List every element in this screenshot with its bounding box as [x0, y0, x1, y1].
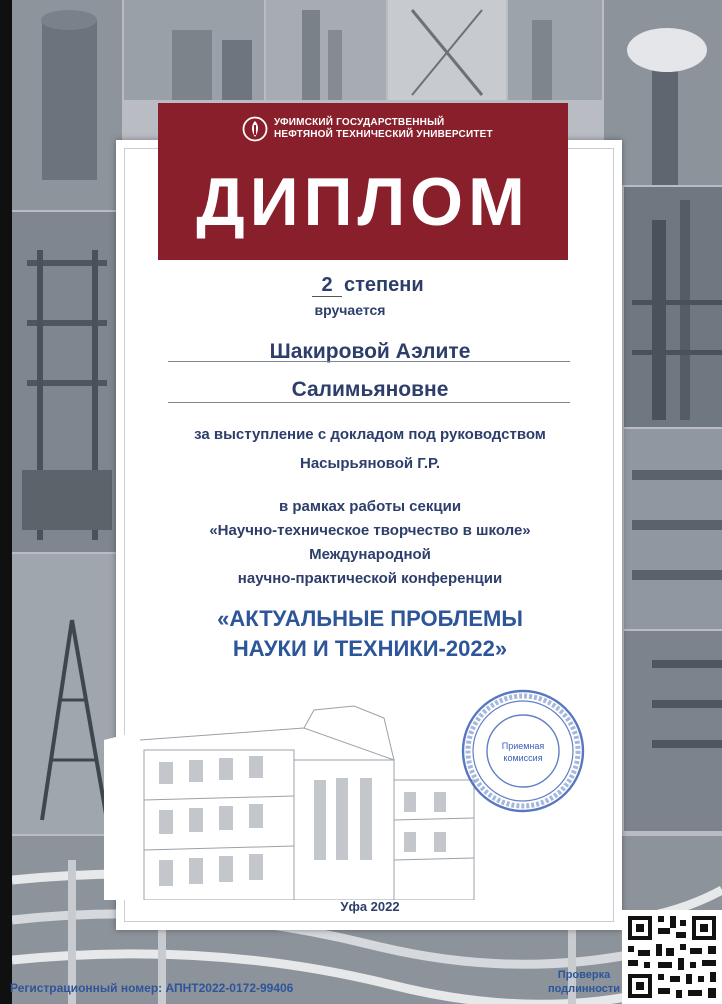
stamp-text-line2: комиссия [503, 753, 543, 763]
recipient-name-line2: Салимьяновне [291, 378, 449, 401]
conference-type-line2: научно-практической конференции [237, 570, 503, 587]
conference-type-line1: Международной [309, 546, 431, 563]
degree-number: 2 [312, 274, 342, 297]
verify-line2: подлинности [547, 983, 621, 995]
recipient-underline-2 [168, 402, 570, 403]
verify-authenticity-label [546, 968, 622, 996]
stamp-text-line1: Приемная [501, 741, 545, 751]
university-name [274, 117, 554, 141]
university-name-line1: УФИМСКИЙ ГОСУДАРСТВЕННЫЙ [274, 117, 445, 128]
registration-number: Регистрационный номер: АПНТ2022-0172-99406 [10, 981, 294, 995]
verify-line1: Проверка [557, 969, 611, 981]
section-intro: в рамках работы секции [278, 498, 462, 515]
recipient-name-line1: Шакировой Аэлите [269, 340, 471, 363]
diploma-title: ДИПЛОМ [196, 164, 530, 240]
award-reason: за выступление с докладом под руководством [194, 426, 546, 443]
degree-word: степени [344, 274, 424, 296]
city-year: Уфа 2022 [340, 899, 400, 914]
university-name-line2: НЕФТЯНОЙ ТЕХНИЧЕСКИЙ УНИВЕРСИТЕТ [274, 129, 493, 140]
awarded-text: вручается [314, 302, 386, 318]
supervisor-name: Насырьяновой Г.Р. [300, 455, 440, 472]
section-name: «Научно-техническое творчество в школе» [209, 522, 531, 539]
recipient-underline-1 [168, 361, 570, 362]
university-logo-icon [242, 116, 268, 142]
conference-title-line2: НАУКИ И ТЕХНИКИ-2022» [232, 636, 508, 661]
degree-row [260, 272, 460, 300]
official-stamp [458, 686, 588, 816]
conference-title-line1: «АКТУАЛЬНЫЕ ПРОБЛЕМЫ [217, 606, 523, 631]
qr-code-icon[interactable] [622, 910, 722, 1004]
